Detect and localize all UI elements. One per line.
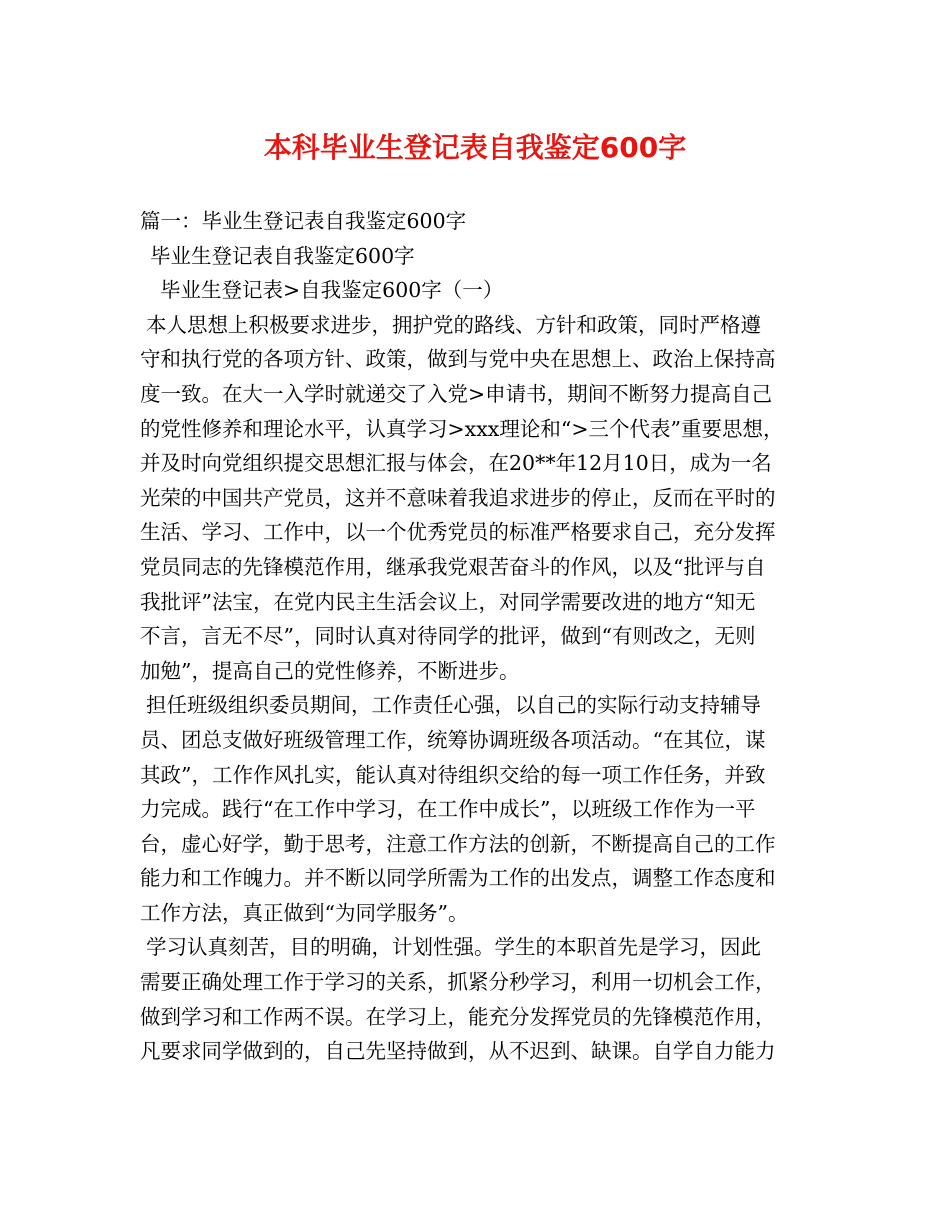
paragraph-line: 本人思想上积极要求进步，拥护党的路线、方针和政策，同时严格遵 (146, 312, 761, 337)
paragraph-line: 工作方法，真正做到“为同学服务”。 (140, 900, 469, 925)
paragraph-line: 其政”，工作作风扎实，能认真对待组织交给的每一项工作任务，并致 (140, 762, 766, 787)
paragraph-line: 守和执行党的各项方针、政策，做到与党中央在思想上、政治上保持高 (140, 347, 776, 372)
paragraph-line: 光荣的中国共产党员，这并不意味着我追求进步的停止，反而在平时的 (140, 485, 776, 510)
paragraph-line: 加勉”，提高自己的党性修养，不断进步。 (140, 658, 520, 683)
section-heading: 篇一：毕业生登记表自我鉴定600字 (140, 209, 467, 233)
document-body (140, 204, 820, 1103)
paragraph-line: 我批评”法宝，在党内民主生活会议上，对同学需要改进的地方“知无 (140, 589, 756, 614)
paragraph-line: 力完成。践行“在工作中学习，在工作中成长”，以班级工作作为一平 (140, 797, 756, 822)
paragraph-line (140, 1069, 820, 1104)
document-title: 本科毕业生登记表自我鉴定600字 (263, 131, 687, 164)
paragraph-line: 并及时向党组织提交思想汇报与体会，在20**年12月10日，成为一名 (140, 451, 772, 476)
paragraph-line: 做到学习和工作两不误。在学习上，能充分发挥党员的先锋模范作用， (140, 1004, 776, 1029)
paragraph-line: 的党性修养和理论水平，认真学习>xxx理论和“>三个代表”重要思想， (140, 416, 784, 441)
paragraph-line: 需要正确处理工作于学习的关系，抓紧分秒学习，利用一切机会工作， (140, 970, 776, 995)
paragraph-line: 党员同志的先锋模范作用，继承我党艰苦奋斗的作风，以及“批评与自 (140, 554, 766, 579)
subsection-heading: 毕业生登记表>自我鉴定600字（一） (160, 278, 504, 303)
paragraph-line: 学习认真刻苦，目的明确，计划性强。学生的本职首先是学习，因此 (146, 935, 761, 960)
paragraph-line: 不言，言无不尽”，同时认真对待同学的批评，做到“有则改之，无则 (140, 624, 756, 649)
paragraph-line: 员、团总支做好班级管理工作，统筹协调班级各项活动。“在其位，谋 (140, 727, 766, 752)
paragraph-line: 凡要求同学做到的，自己先坚持做到，从不迟到、缺课。自学自力能力 (140, 1039, 776, 1064)
paragraph-line: 生活、学习、工作中，以一个优秀党员的标准严格要求自己，充分发挥 (140, 520, 776, 545)
paragraph-line: 度一致。在大一入学时就递交了入党>申请书，期间不断努力提高自己 (140, 381, 773, 406)
paragraph-line: 担任班级组织委员期间，工作责任心强，以自己的实际行动支持辅导 (146, 693, 761, 718)
paragraph-line: 能力和工作魄力。并不断以同学所需为工作的出发点，调整工作态度和 (140, 866, 776, 891)
paragraph-line: 台，虚心好学，勤于思考，注意工作方法的创新，不断提高自己的工作 (140, 831, 776, 856)
subsection-heading: 毕业生登记表自我鉴定600字 (150, 243, 415, 268)
